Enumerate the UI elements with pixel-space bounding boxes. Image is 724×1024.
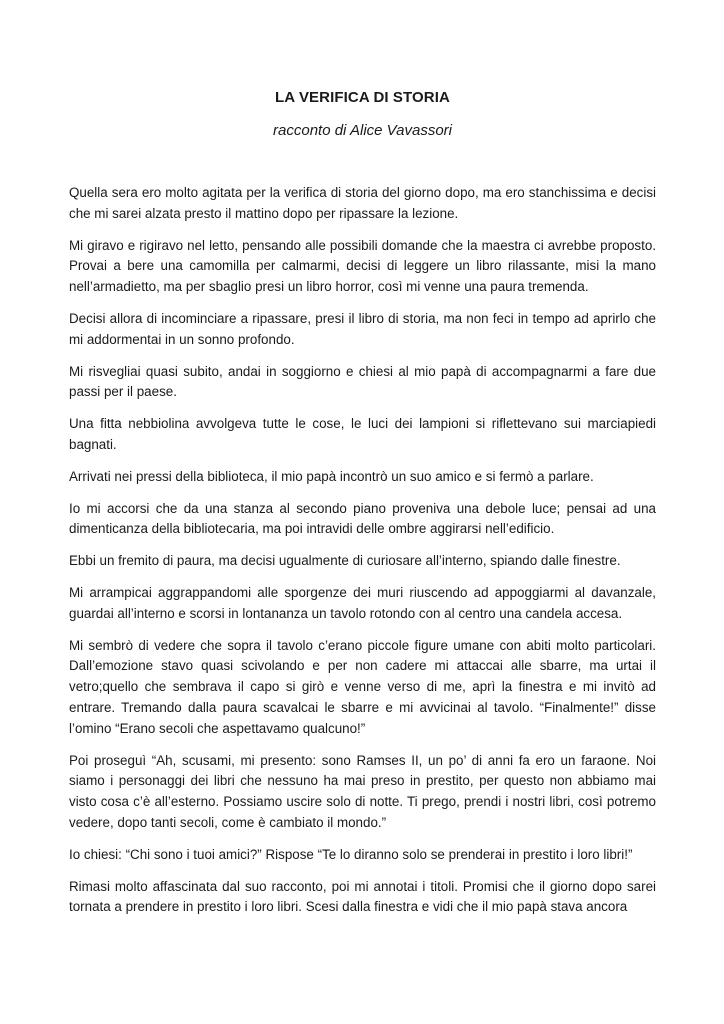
story-title: LA VERIFICA DI STORIA [275,89,450,106]
paragraph: Ebbi un fremito di paura, ma decisi ugualmente di curiosare all’interno, spiando dalle finestre. [69,553,621,569]
paragraph: Io mi accorsi che da una stanza al secondo piano proveniva una debole luce; pensai ad una dimenticanza della bibliotecaria, ma poi intravidi delle ombre aggirarsi nell’edificio. [69,500,656,537]
paragraph: Quella sera ero molto agitata per la verifica di storia del giorno dopo, ma ero stanchissima e decisi che mi sarei alzata presto il mattino dopo per ripassare la lezione. [69,185,656,221]
story-body [69,183,656,918]
paragraph: Rimasi molto affascinata dal suo racconto, poi mi annotai i titoli. Promisi che il giorno dopo sarei tornata a prendere in prestito i loro libri. Scesi dalla finestra e vidi che il mio papà stava ancora [69,878,656,915]
paragraph: Una fitta nebbiolina avvolgeva tutte le cose, le luci dei lampioni si riflettevano sui marciapiedi bagnati. [69,416,656,452]
paragraph: Arrivati nei pressi della biblioteca, il mio papà incontrò un suo amico e si fermò a parlare. [69,468,594,484]
story-author-subtitle: racconto di Alice Vavassori [273,122,452,139]
paragraph: Mi arrampicai aggrappandomi alle sporgenze dei muri riuscendo ad appoggiarmi al davanzale, guardai all’interno e scorsi in lontananza un tavolo rotondo con al centro una candela accesa. [69,584,656,621]
paragraph: Mi giravo e rigiravo nel letto, pensando alle possibili domande che la maestra ci avrebbe proposto. Provai a bere una camomilla per calmarmi, decisi di leggere un libro rilassante, misi la mano nell’armadietto, ma per sbaglio presi un libro horror, così mi venne una paura tremenda. [69,237,656,295]
paragraph: Mi sembrò di vedere che sopra il tavolo c’erano piccole figure umane con abiti molto particolari. Dall’emozione stavo quasi scivolando e per non cadere mi attaccai alle sbarre, ma urtai il vetro;quello che sembrava il capo si girò e venne verso di me, aprì la finestra e mi invitò ad entrare. Tremando dalla paura scavalcai le sbarre e mi avvicinai al tavolo. “Finalmente!” disse l’omino “Erano secoli che aspettavamo qualcuno!” [69,637,656,736]
paragraph: Io chiesi: “Chi sono i tuoi amici?” Rispose “Te lo diranno solo se prenderai in prestito i loro libri!” [69,846,633,862]
paragraph: Decisi allora di incominciare a ripassare, presi il libro di storia, ma non feci in tempo ad aprirlo che mi addormentai in un sonno profondo. [69,310,656,347]
paragraph: Mi risvegliai quasi subito, andai in soggiorno e chiesi al mio papà di accompagnarmi a fare due passi per il paese. [69,363,656,400]
paragraph: Poi proseguì “Ah, scusami, mi presento: sono Ramses II, un po’ di anni fa ero un faraone. Noi siamo i personaggi dei libri che nessuno ha mai preso in prestito, per questo non abbiamo mai visto cosa c’è all’esterno. Possiamo uscire solo di notte. Ti prego, prendi i nostri libri, così potremo vedere, dopo tanti secoli, come è cambiato il mondo.” [69,752,656,830]
